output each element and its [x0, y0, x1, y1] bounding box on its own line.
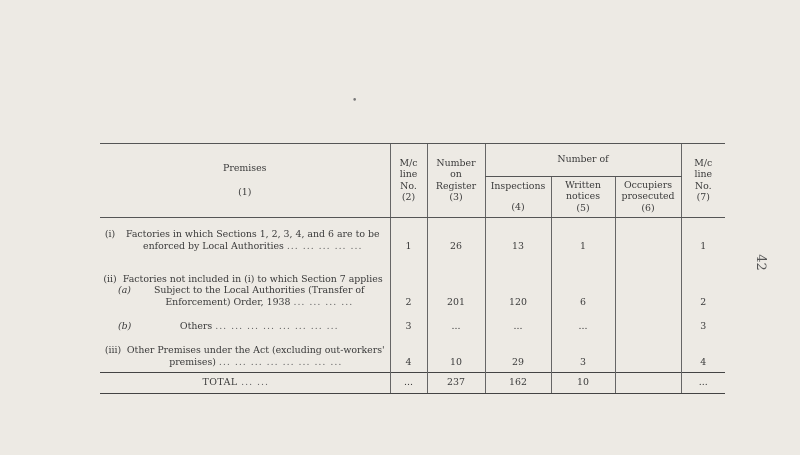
table-row [100, 342, 725, 373]
row-description: (i) Factories in which Sections 1, 2, 3, 4, and 6 are to be enforced by Local Authorities ... ... ... ... ... [104, 229, 380, 252]
total-mc-line-7: ... [681, 373, 725, 394]
inspections-header: Inspections (4) [485, 177, 551, 218]
mc-line-7-header: M/c line No. (7) [681, 144, 725, 218]
page-mark: • [352, 96, 358, 106]
mc-line-cell: 3 [390, 308, 427, 332]
total-inspections: 162 [485, 373, 551, 394]
premises-header: Premises (1) [100, 144, 390, 218]
factories-table [100, 143, 725, 394]
register-cell: ... [427, 308, 485, 332]
mc-line-7-cell: 1 [681, 224, 725, 252]
total-notices: 10 [551, 373, 615, 394]
notices-cell: 3 [551, 342, 615, 373]
register-cell: 201 [427, 260, 485, 308]
inspections-cell: ... [485, 308, 551, 332]
mc-line-cell: 1 [390, 224, 427, 252]
row-description: (b) Others ... ... ... ... ... ... ... ... [118, 320, 339, 332]
page-number: 42 [752, 254, 768, 271]
table-row [100, 224, 725, 252]
register-cell: 10 [427, 342, 485, 373]
table-row [100, 308, 725, 332]
total-register: 237 [427, 373, 485, 394]
prosecuted-cell [615, 342, 681, 373]
table-row [100, 260, 725, 308]
inspections-cell: 120 [485, 260, 551, 308]
inspections-cell: 13 [485, 224, 551, 252]
occupiers-prosecuted-header: Occupiers prosecuted (6) [615, 177, 681, 218]
total-label: TOTAL ... ... [100, 373, 390, 394]
mc-line-7-cell: 3 [681, 308, 725, 332]
row-description: (iii) Other Premises under the Act (excluding out-workers' premises) ... ... ... ... ... ... ... ... [104, 345, 385, 368]
mc-line-cell: 2 [390, 260, 427, 308]
inspections-cell: 29 [485, 342, 551, 373]
row-description: (ii) Factories not included in (i) to which Section 7 applies (a) Subject to the Local Authorities (Transfer of Enforcement) Order, 1938 ... ... ... ... [103, 274, 383, 308]
prosecuted-cell [615, 308, 681, 332]
mc-line-7-cell: 2 [681, 260, 725, 308]
total-prosecuted [615, 373, 681, 394]
notices-cell: 1 [551, 224, 615, 252]
written-notices-header: Written notices (5) [551, 177, 615, 218]
notices-cell: 6 [551, 260, 615, 308]
prosecuted-cell [615, 260, 681, 308]
mc-line-header: M/c line No. (2) [390, 144, 427, 218]
number-of-header: Number of [485, 144, 681, 177]
number-on-register-header: Number on Register (3) [427, 144, 485, 218]
total-row [100, 373, 725, 394]
register-cell: 26 [427, 224, 485, 252]
mc-line-cell: 4 [390, 342, 427, 373]
prosecuted-cell [615, 224, 681, 252]
total-mc-line: ... [390, 373, 427, 394]
notices-cell: ... [551, 308, 615, 332]
mc-line-7-cell: 4 [681, 342, 725, 373]
